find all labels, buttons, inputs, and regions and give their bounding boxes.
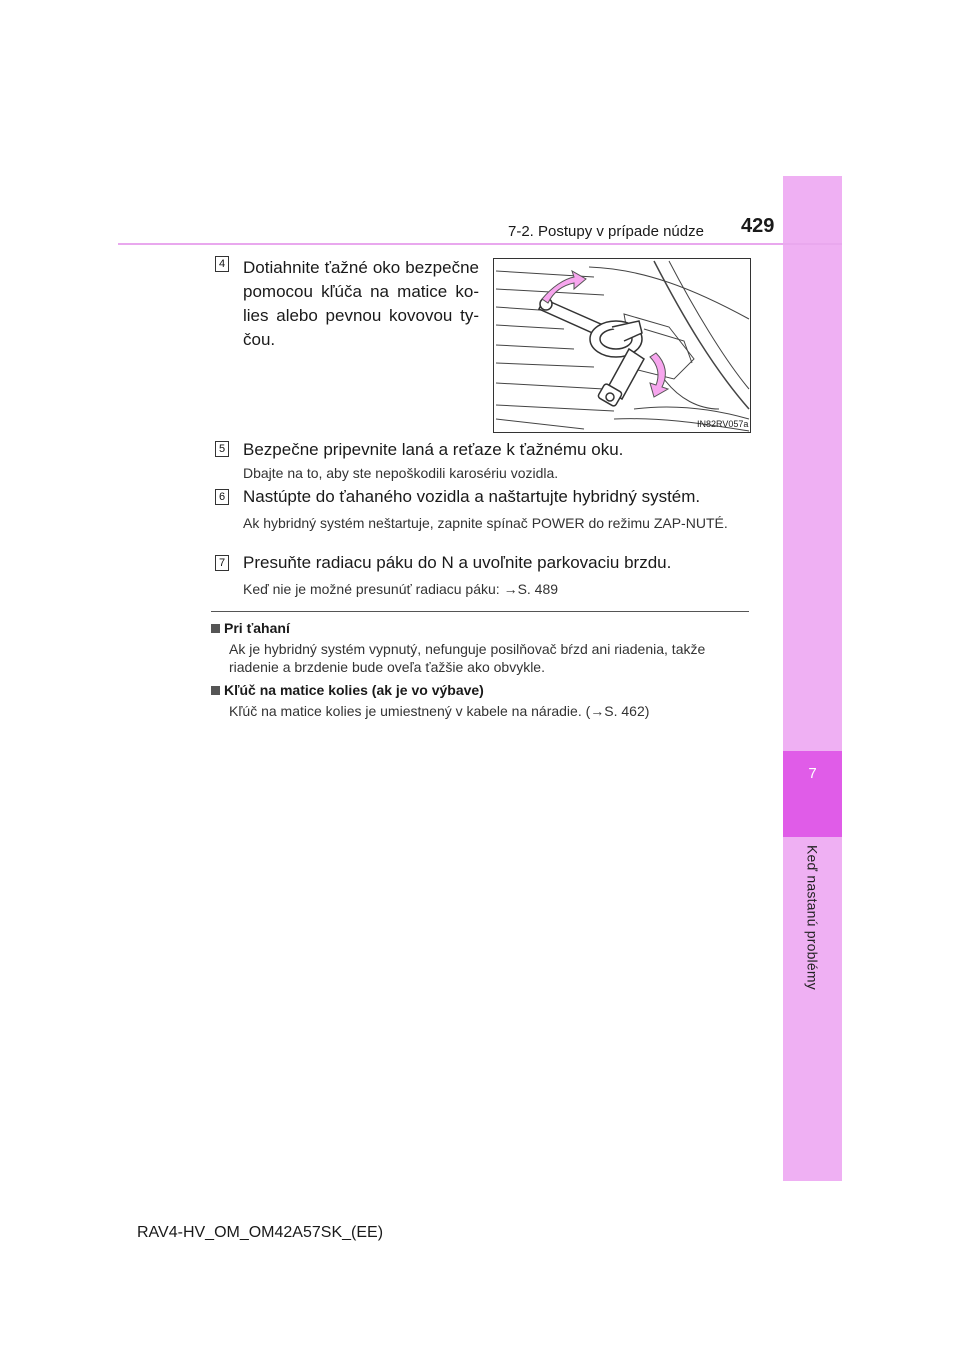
chapter-title: Keď nastanú problémy [804, 845, 821, 990]
tow-eye-wrench-drawing [494, 259, 750, 432]
chapter-number: 7 [808, 765, 817, 782]
step-6-text: Nastúpte do ťahaného vozidla a naštartujte hybridný systém. [243, 487, 701, 506]
note-1-body: Ak je hybridný systém vypnutý, nefunguje posilňovač bŕzd ani riadenia, takže riadenie a brzdenie bude oveľa ťažšie ako obvykle. [229, 641, 706, 675]
header-rule [118, 243, 842, 245]
step-number-5: 5 [215, 441, 229, 457]
step-5-text: Bezpečne pripevnite laná a reťaze k ťažnému oku. [243, 440, 624, 459]
section-title: 7-2. Postupy v prípade núdze [508, 223, 704, 240]
step-number-4: 4 [215, 256, 229, 272]
chapter-number-tab [783, 751, 842, 837]
step-7-sub: Keď nie je možné presunúť radiacu páku: →S. 489 [243, 581, 559, 597]
tow-eye-illustration [493, 258, 751, 433]
note-bullet-icon [211, 686, 220, 695]
illustration-code: IN82RV057a [697, 419, 749, 429]
note-2-title: Kľúč na matice kolies (ak je vo výbave) [224, 682, 484, 698]
step-4-text: Dotiahnite ťažné oko bezpečne pomocou kľúča na matice ko-lies alebo pevnou kovovou ty-čou. [243, 258, 479, 349]
step-6-sub: Ak hybridný systém neštartuje, zapnite spínač POWER do režimu ZAP-NUTÉ. [243, 515, 728, 531]
notes-divider [211, 611, 749, 612]
chapter-title-vertical [783, 845, 842, 1145]
page-number: 429 [741, 215, 775, 237]
document-code: RAV4-HV_OM_OM42A57SK_(EE) [137, 1224, 384, 1241]
step-number-6: 6 [215, 489, 229, 505]
step-7-text: Presuňte radiacu páku do N a uvoľnite parkovaciu brzdu. [243, 553, 672, 572]
note-2-heading [211, 682, 484, 698]
step-5-sub: Dbajte na to, aby ste nepoškodili karosériu vozidla. [243, 465, 559, 481]
note-bullet-icon [211, 624, 220, 633]
note-2-body: Kľúč na matice kolies je umiestnený v kabele na náradie. (→S. 462) [229, 703, 650, 719]
note-1-heading [211, 620, 290, 636]
note-1-title: Pri ťahaní [224, 620, 290, 636]
step-number-7: 7 [215, 555, 229, 571]
